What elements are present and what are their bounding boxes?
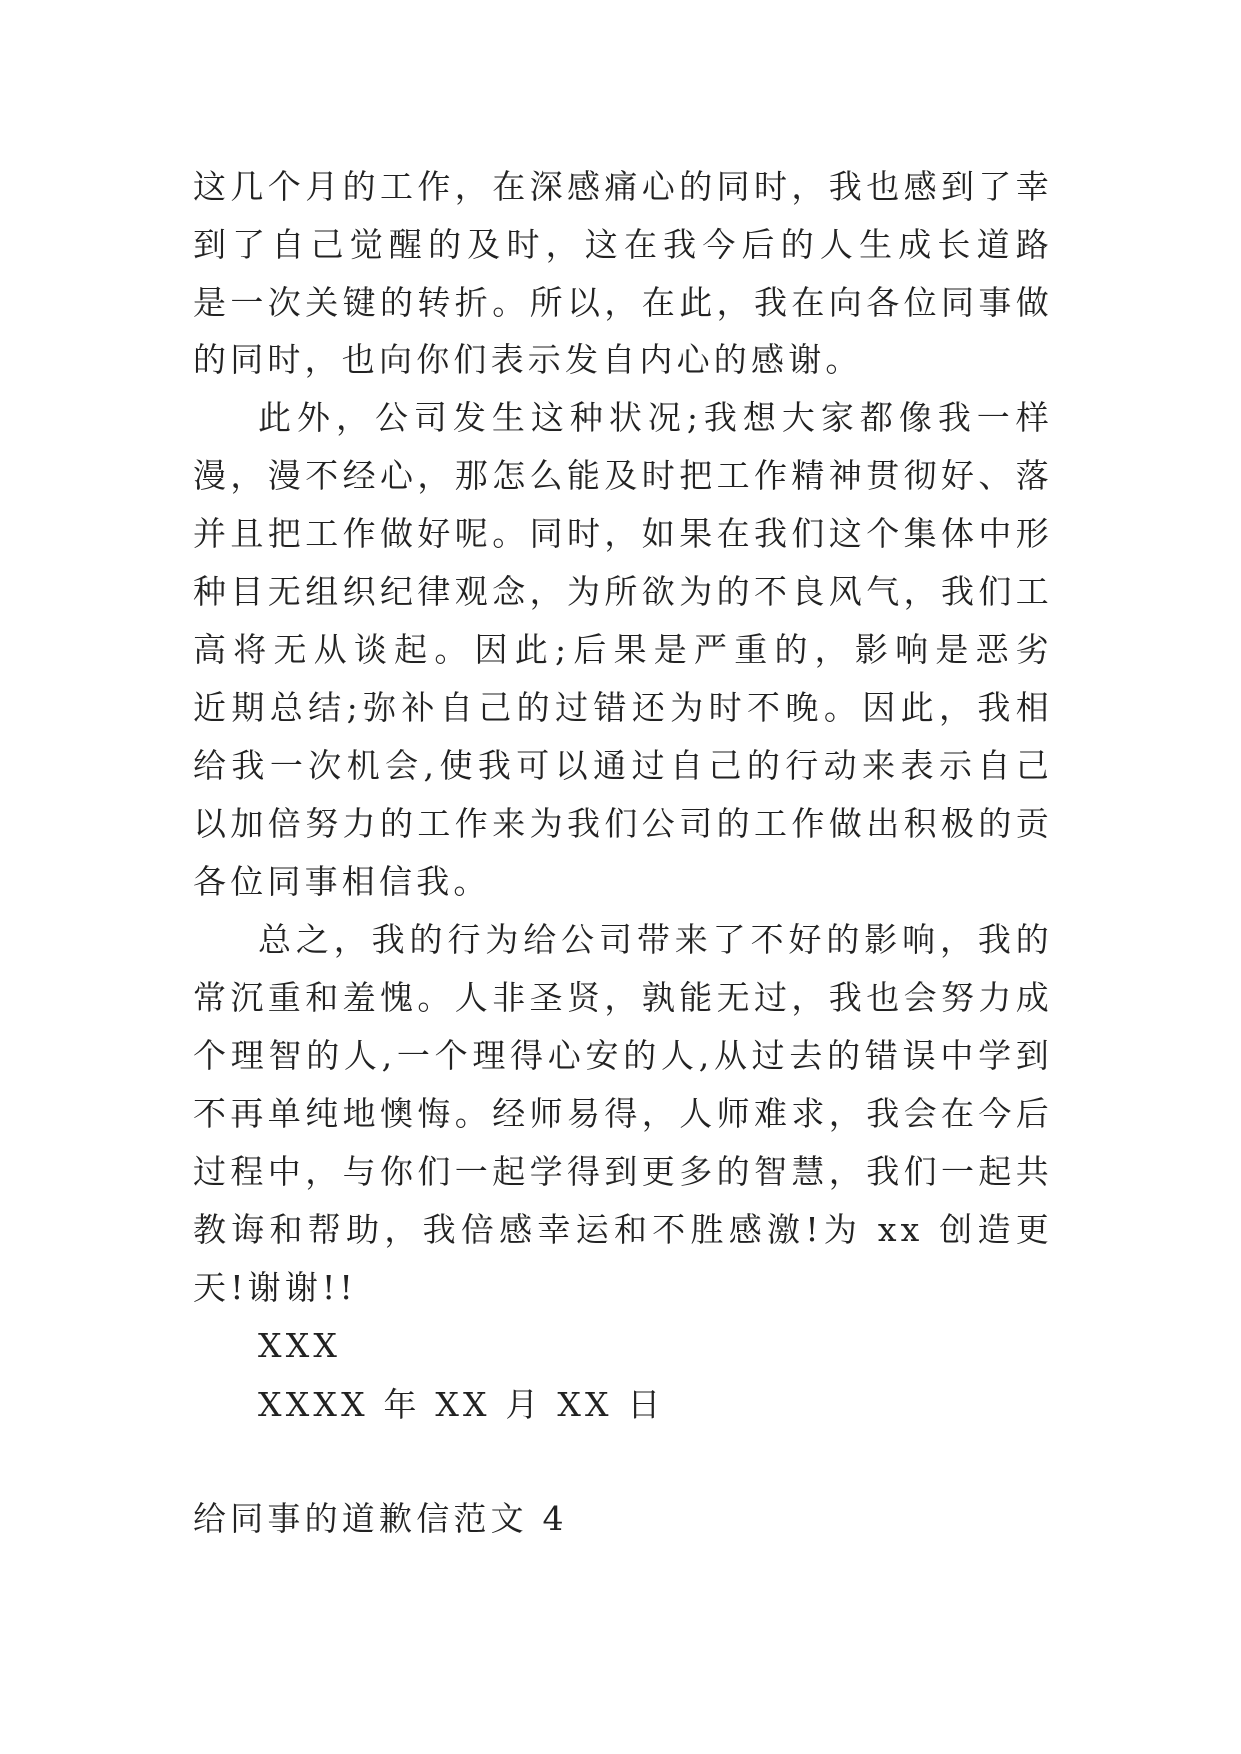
date: XXXX 年 XX 月 XX 日: [258, 1385, 665, 1424]
paragraph-3-line-6: 教诲和帮助，我倍感幸运和不胜感激!为 xx 创造更: [193, 1210, 1053, 1249]
signature: XXX: [258, 1326, 342, 1365]
paragraph-2-line-8: 以加倍努力的工作来为我们公司的工作做出积极的贡: [193, 804, 1053, 843]
paragraph-3-line-5: 过程中，与你们一起学得到更多的智慧，我们一起共: [193, 1152, 1053, 1191]
paragraph-2-line-6: 近期总结;弥补自己的过错还为时不晚。因此，我相: [193, 688, 1053, 727]
paragraph-3-line-3: 个理智的人,一个理得心安的人,从过去的错误中学到: [193, 1036, 1053, 1075]
paragraph-1-line-3: 是一次关键的转折。所以，在此，我在向各位同事做: [193, 283, 1053, 322]
paragraph-1-line-1: 这几个月的工作，在深感痛心的同时，我也感到了幸: [193, 167, 1053, 206]
paragraph-2-line-9: 各位同事相信我。: [193, 862, 491, 901]
paragraph-3-line-7: 天!谢谢!!: [193, 1268, 357, 1307]
paragraph-2-line-2: 漫，漫不经心，那怎么能及时把工作精神贯彻好、落: [193, 456, 1053, 495]
paragraph-3-line-4: 不再单纯地懊悔。经师易得，人师难求，我会在今后: [193, 1094, 1053, 1133]
paragraph-3-line-2: 常沉重和羞愧。人非圣贤，孰能无过，我也会努力成: [193, 978, 1053, 1017]
paragraph-3-line-1: 总之，我的行为给公司带来了不好的影响，我的: [258, 920, 1053, 959]
section-heading: 给同事的道歉信范文 4: [193, 1499, 568, 1538]
paragraph-2-line-5: 高将无从谈起。因此;后果是严重的，影响是恶劣: [193, 630, 1053, 669]
paragraph-1-line-2: 到了自己觉醒的及时，这在我今后的人生成长道路: [193, 225, 1053, 264]
paragraph-2-line-1: 此外，公司发生这种状况;我想大家都像我一样: [258, 398, 1053, 437]
paragraph-2-line-3: 并且把工作做好呢。同时，如果在我们这个集体中形: [193, 514, 1053, 553]
paragraph-1-line-4: 的同时，也向你们表示发自内心的感谢。: [193, 340, 863, 379]
paragraph-2-line-4: 种目无组织纪律观念，为所欲为的不良风气，我们工: [193, 572, 1053, 611]
paragraph-2-line-7: 给我一次机会,使我可以通过自己的行动来表示自己: [193, 746, 1053, 785]
